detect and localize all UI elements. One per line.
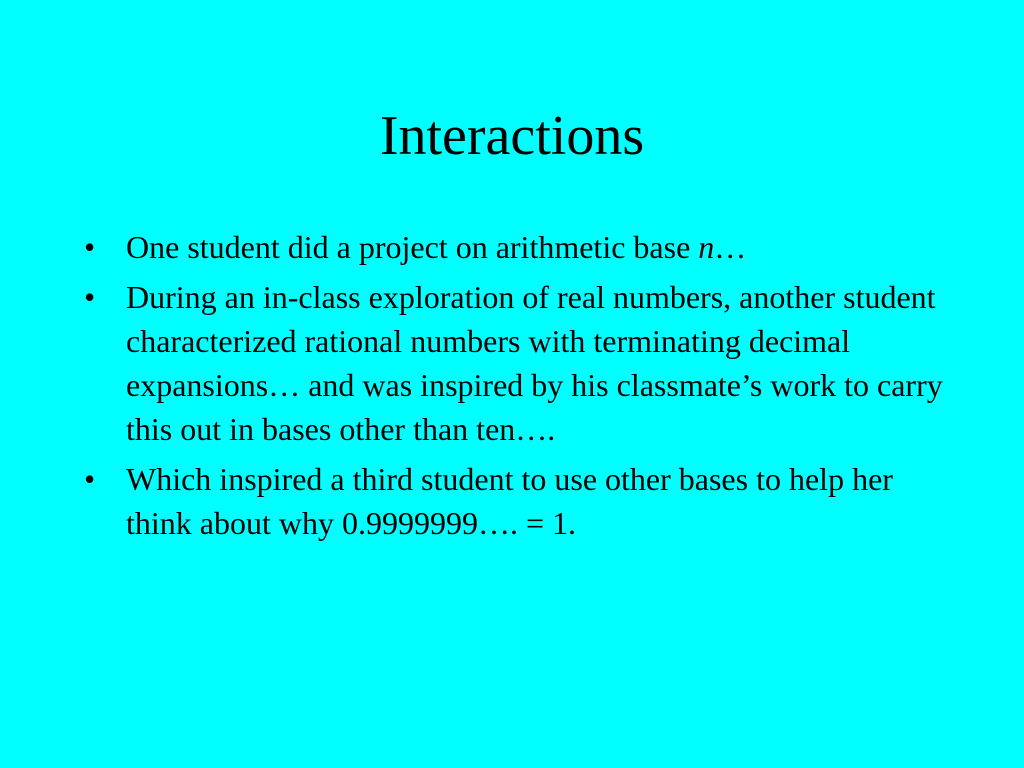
- bullet-marker: •: [84, 279, 96, 315]
- bullet-marker: •: [84, 461, 96, 497]
- bullet-text: One student did a project on arithmetic base: [126, 229, 699, 265]
- bullet-item: [84, 275, 944, 451]
- bullet-item: [84, 457, 944, 545]
- bullet-item: [84, 225, 944, 269]
- bullet-marker: •: [84, 229, 96, 265]
- bullet-text: Which inspired a third student to use other bases to help her think about why 0.9999999…. = 1.: [126, 461, 893, 541]
- bullet-list: [84, 225, 944, 551]
- bullet-italic-variable: n: [698, 229, 715, 265]
- slide-title: Interactions: [379, 105, 645, 167]
- bullet-text-suffix: …: [714, 229, 747, 265]
- bullet-text: During an in-class exploration of real numbers, another student characterized rational numbers with terminating decimal expansions… and was inspired by his classmate’s work to carry this out in bases other than ten….: [126, 279, 943, 447]
